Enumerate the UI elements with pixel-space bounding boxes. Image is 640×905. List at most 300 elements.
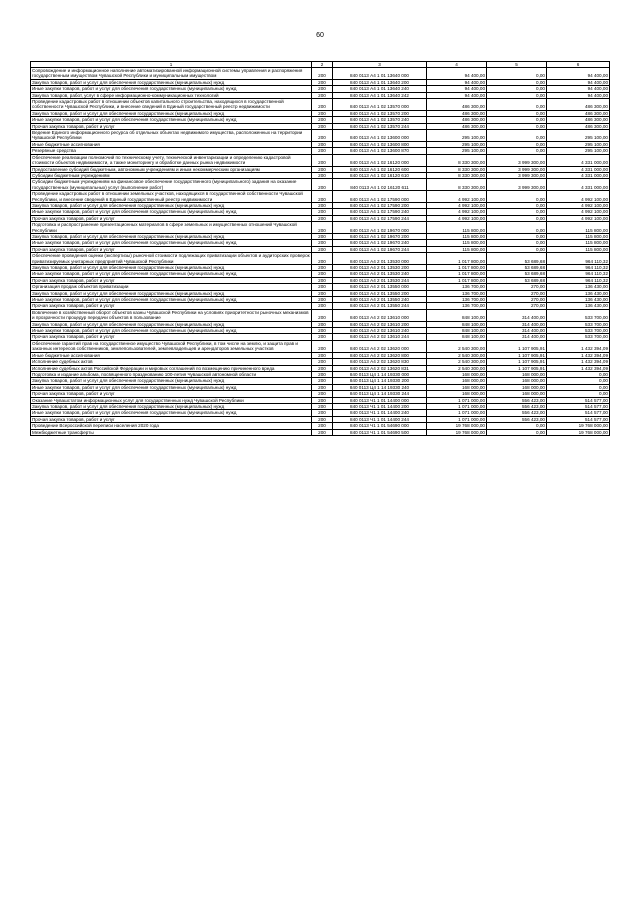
cell-ved: 200	[312, 154, 333, 166]
cell-code: 840 0113 Ц4 1 14 19330 200	[333, 378, 427, 384]
cell-c6: 94 400,00	[547, 79, 610, 85]
cell-c4: 168 000,00	[427, 391, 487, 397]
header-cell: 1	[31, 62, 312, 68]
cell-name: Иные закупки товаров, работ и услуг для обеспечения государственных (муниципальных) нужд	[31, 271, 312, 277]
cell-name: Иные закупки товаров, работ и услуг для обеспечения государственных (муниципальных) нужд	[31, 297, 312, 303]
cell-code: 840 0113 А4 1 02 19670 240	[333, 240, 427, 246]
cell-c5: 0,00	[487, 429, 547, 435]
cell-c5: 270,00	[487, 297, 547, 303]
table-row	[31, 253, 610, 265]
cell-c6: 4 992 100,00	[547, 191, 610, 203]
cell-ved: 200	[312, 352, 333, 358]
cell-name: Исполнение судебных актов Российской Федерации и мировых соглашений по возмещению причиненного вреда	[31, 365, 312, 371]
cell-code: 840 0113 А4 1 02 13570 244	[333, 123, 427, 129]
cell-c6: 486 300,00	[547, 110, 610, 116]
cell-c5: 556 423,00	[487, 416, 547, 422]
cell-c5: 3 999 300,00	[487, 154, 547, 166]
cell-c4: 848 100,00	[427, 328, 487, 334]
table-row	[31, 179, 610, 191]
cell-c5: 1 107 905,91	[487, 365, 547, 371]
table-row	[31, 166, 610, 172]
cell-code: 840 0113 А4 1 02 13570 000	[333, 99, 427, 111]
cell-c6: 964 110,32	[547, 271, 610, 277]
cell-c4: 8 330 300,00	[427, 179, 487, 191]
cell-name: Исполнение судебных актов	[31, 359, 312, 365]
cell-c5: 1 107 905,91	[487, 340, 547, 352]
cell-code: 840 0113 А4 1 02 16120 000	[333, 154, 427, 166]
cell-c6: 19 768 000,00	[547, 423, 610, 429]
cell-ved: 200	[312, 99, 333, 111]
cell-c4: 848 100,00	[427, 309, 487, 321]
cell-name: Иные закупки товаров, работ и услуг для обеспечения государственных (муниципальных) нужд	[31, 240, 312, 246]
cell-c6: 94 400,00	[547, 92, 610, 98]
cell-c4: 94 400,00	[427, 79, 487, 85]
cell-c5: 168 000,00	[487, 391, 547, 397]
cell-ved: 200	[312, 130, 333, 142]
table-row	[31, 371, 610, 377]
cell-name: Прочая закупка товаров, работ и услуг	[31, 215, 312, 221]
cell-ved: 200	[312, 240, 333, 246]
cell-ved: 200	[312, 429, 333, 435]
cell-code: 840 0113 А4 2 02 13620 800	[333, 352, 427, 358]
cell-c4: 2 540 300,00	[427, 340, 487, 352]
table-row	[31, 378, 610, 384]
cell-c6: 964 110,32	[547, 265, 610, 271]
cell-c5: 53 689,68	[487, 277, 547, 283]
table-row	[31, 321, 610, 327]
cell-code: 840 0113 Ч1 1 01 14400 000	[333, 397, 427, 403]
header-cell: 4	[427, 62, 487, 68]
cell-c5: 1 107 905,91	[487, 352, 547, 358]
header-cell: 2	[312, 62, 333, 68]
table-row	[31, 384, 610, 390]
cell-ved: 200	[312, 141, 333, 147]
cell-ved: 200	[312, 222, 333, 234]
cell-code: 840 0113 А4 2 01 13530 200	[333, 265, 427, 271]
cell-c4: 94 400,00	[427, 86, 487, 92]
cell-c6: 115 800,00	[547, 246, 610, 252]
cell-c5: 53 689,68	[487, 253, 547, 265]
page-number: 60	[316, 32, 324, 39]
cell-ved: 200	[312, 246, 333, 252]
cell-code: 840 0113 А4 2 02 13610 000	[333, 309, 427, 321]
cell-name: Иные закупки товаров, работ и услуг для обеспечения государственных (муниципальных) нужд	[31, 209, 312, 215]
cell-c5: 270,00	[487, 303, 547, 309]
table-row	[31, 68, 610, 80]
cell-name: Ведение Единого информационного ресурса об отдельных объектах недвижимого имущества, расположенных на территории Чувашской Республики	[31, 130, 312, 142]
cell-name: Закупка товаров, работ и услуг для обеспечения государственных (муниципальных) нужд	[31, 403, 312, 409]
cell-code: 840 0113 А4 2 01 13550 244	[333, 303, 427, 309]
cell-name: Межбюджетные трансферты	[31, 429, 312, 435]
table-row	[31, 309, 610, 321]
cell-c6: 136 430,00	[547, 297, 610, 303]
cell-name: Закупка товаров, работ и услуг для обеспечения государственных (муниципальных) нужд	[31, 265, 312, 271]
cell-ved: 200	[312, 365, 333, 371]
cell-name: Обеспечение гарантий прав на государственное имущество Чувашской Республики, в том числе на землю, и защита прав и законных интересов собственников, землепользователей, землевладельцев и арендаторов земельных участков	[31, 340, 312, 352]
cell-name: Обеспечение реализации полномочий по техническому учету, технической инвентаризации и определению кадастровой стоимости объектов недвижимости, а также мониторингу и обработке данных рынка недвижимости	[31, 154, 312, 166]
cell-c5: 3 999 300,00	[487, 166, 547, 172]
cell-ved: 200	[312, 68, 333, 80]
cell-c5: 53 689,68	[487, 271, 547, 277]
cell-name: Оказание Чувашстатом информационных услуг для государственных нужд Чувашской Республики	[31, 397, 312, 403]
cell-c6: 4 331 000,00	[547, 154, 610, 166]
cell-name: Проведение кадастровых работ в отношении земельных участков, находящихся в государственной собственности Чувашской Республики, и внесение сведений в Единый государственный реестр недвижимости	[31, 191, 312, 203]
cell-ved: 200	[312, 123, 333, 129]
cell-c6: 0,00	[547, 378, 610, 384]
cell-c6: 1 432 394,09	[547, 359, 610, 365]
cell-ved: 200	[312, 117, 333, 123]
cell-c5: 0,00	[487, 141, 547, 147]
cell-c4: 486 300,00	[427, 123, 487, 129]
cell-c5: 168 000,00	[487, 371, 547, 377]
cell-name: Иные закупки товаров, работ и услуг для обеспечения государственных (муниципальных) нужд	[31, 328, 312, 334]
cell-c5: 0,00	[487, 117, 547, 123]
cell-c4: 136 700,00	[427, 290, 487, 296]
cell-ved: 200	[312, 423, 333, 429]
cell-ved: 200	[312, 179, 333, 191]
cell-c5: 168 000,00	[487, 384, 547, 390]
cell-code: 840 0113 А4 2 01 13530 240	[333, 271, 427, 277]
cell-name: Закупка товаров, работ и услуг для обеспечения государственных (муниципальных) нужд	[31, 110, 312, 116]
cell-code: 840 0113 А4 1 02 16120 600	[333, 166, 427, 172]
cell-name: Закупка товаров, работ и услуг для обеспечения государственных (муниципальных) нужд	[31, 79, 312, 85]
table-row	[31, 99, 610, 111]
cell-name: Закупка товаров, работ и услуг для обеспечения государственных (муниципальных) нужд	[31, 321, 312, 327]
cell-c6: 94 400,00	[547, 68, 610, 80]
cell-code: 840 0113 А4 1 01 13640 240	[333, 86, 427, 92]
table-row	[31, 340, 610, 352]
cell-c4: 295 100,00	[427, 130, 487, 142]
cell-c6: 533 700,00	[547, 328, 610, 334]
cell-c5: 270,00	[487, 290, 547, 296]
cell-name: Иные закупки товаров, работ и услуг для обеспечения государственных (муниципальных) нужд	[31, 410, 312, 416]
cell-c4: 8 330 300,00	[427, 154, 487, 166]
cell-c5: 0,00	[487, 148, 547, 154]
cell-name: Иные бюджетные ассигнования	[31, 352, 312, 358]
cell-c4: 168 000,00	[427, 384, 487, 390]
cell-ved: 200	[312, 92, 333, 98]
table-row	[31, 429, 610, 435]
cell-name: Иные бюджетные ассигнования	[31, 141, 312, 147]
cell-c4: 8 330 300,00	[427, 166, 487, 172]
cell-c4: 8 330 300,00	[427, 172, 487, 178]
cell-name: Прочая закупка товаров, работ и услуг	[31, 303, 312, 309]
cell-c5: 0,00	[487, 202, 547, 208]
cell-code: 840 0113 А4 1 02 13600 870	[333, 148, 427, 154]
cell-name: Закупка товаров, работ и услуг для обеспечения государственных (муниципальных) нужд	[31, 378, 312, 384]
cell-name: Закупка товаров, работ и услуг для обеспечения государственных (муниципальных) нужд	[31, 233, 312, 239]
cell-c4: 1 017 800,00	[427, 277, 487, 283]
table-row	[31, 222, 610, 234]
cell-ved: 200	[312, 309, 333, 321]
cell-c4: 295 100,00	[427, 148, 487, 154]
cell-ved: 200	[312, 297, 333, 303]
cell-c6: 0,00	[547, 391, 610, 397]
cell-c6: 0,00	[547, 384, 610, 390]
cell-ved: 200	[312, 253, 333, 265]
cell-code: 840 0113 А4 1 02 13600 000	[333, 130, 427, 142]
table-row	[31, 191, 610, 203]
cell-code: 840 0113 А4 2 02 13620 831	[333, 365, 427, 371]
cell-c6: 295 100,00	[547, 130, 610, 142]
cell-code: 840 0113 А4 2 01 13550 000	[333, 284, 427, 290]
table-row	[31, 410, 610, 416]
cell-c6: 1 432 394,09	[547, 365, 610, 371]
cell-name: Подготовка и издание альбома, посвященного празднованию 100-летия Чувашской автономной области	[31, 371, 312, 377]
cell-ved: 200	[312, 191, 333, 203]
cell-c5: 0,00	[487, 79, 547, 85]
cell-c4: 2 540 300,00	[427, 359, 487, 365]
cell-c6: 295 100,00	[547, 141, 610, 147]
cell-code: 840 0113 Ц4 1 14 19330 000	[333, 371, 427, 377]
cell-c6: 964 110,32	[547, 277, 610, 283]
cell-code: 840 0113 Ц4 1 14 19330 240	[333, 384, 427, 390]
cell-c6: 514 577,00	[547, 410, 610, 416]
cell-name: Прочая закупка товаров, работ и услуг	[31, 416, 312, 422]
cell-ved: 200	[312, 321, 333, 327]
cell-c6: 533 700,00	[547, 321, 610, 327]
cell-code: 840 0113 А4 1 02 13570 200	[333, 110, 427, 116]
cell-code: 840 0113 А4 1 01 13640 242	[333, 92, 427, 98]
cell-ved: 200	[312, 290, 333, 296]
cell-c5: 556 423,00	[487, 397, 547, 403]
cell-code: 840 0113 А4 1 02 13600 800	[333, 141, 427, 147]
cell-name: Иные закупки товаров, работ и услуг для обеспечения государственных (муниципальных) нужд	[31, 117, 312, 123]
cell-c5: 0,00	[487, 123, 547, 129]
cell-ved: 200	[312, 110, 333, 116]
cell-c4: 4 992 100,00	[427, 202, 487, 208]
cell-c4: 168 000,00	[427, 371, 487, 377]
cell-code: 840 0113 А4 2 02 13620 830	[333, 359, 427, 365]
cell-c4: 168 000,00	[427, 378, 487, 384]
cell-code: 840 0113 А4 1 01 13640 200	[333, 79, 427, 85]
cell-code: 840 0113 А4 2 02 13610 244	[333, 334, 427, 340]
header-cell: 5	[487, 62, 547, 68]
cell-name: Организация продаж объектов приватизации	[31, 284, 312, 290]
cell-c5: 0,00	[487, 99, 547, 111]
cell-c5: 0,00	[487, 209, 547, 215]
cell-code: 840 0113 А4 1 02 19670 244	[333, 246, 427, 252]
cell-code: 840 0113 А4 2 01 13550 200	[333, 290, 427, 296]
cell-c5: 0,00	[487, 240, 547, 246]
cell-code: 840 0113 Ч1 1 01 14400 240	[333, 410, 427, 416]
cell-code: 840 0113 А4 2 01 13550 240	[333, 297, 427, 303]
cell-code: 840 0113 А4 1 02 13570 240	[333, 117, 427, 123]
cell-c5: 314 400,00	[487, 309, 547, 321]
cell-ved: 200	[312, 334, 333, 340]
cell-name: Подготовка и распространение презентационных материалов в сфере земельных и имущественных отношений Чувашской Республики	[31, 222, 312, 234]
cell-name: Закупка товаров, работ, услуг в сфере информационно-коммуникационных технологий	[31, 92, 312, 98]
cell-c6: 533 700,00	[547, 309, 610, 321]
cell-name: Проведение кадастровых работ в отношении объектов капитального строительства, находящихся в государственной собственности Чувашской Республики, и внесение сведений в Единый государственный реестр недвижимости	[31, 99, 312, 111]
cell-c6: 1 432 394,09	[547, 340, 610, 352]
cell-c6: 136 430,00	[547, 303, 610, 309]
cell-name: Проведение Всероссийской переписи населения 2020 года	[31, 423, 312, 429]
cell-c5: 0,00	[487, 191, 547, 203]
cell-c5: 556 423,00	[487, 403, 547, 409]
cell-code: 840 0113 А4 2 01 13530 000	[333, 253, 427, 265]
cell-c5: 3 999 300,00	[487, 179, 547, 191]
cell-code: 840 0113 А4 1 02 16120 610	[333, 172, 427, 178]
cell-c4: 486 300,00	[427, 117, 487, 123]
cell-c5: 53 689,68	[487, 265, 547, 271]
cell-c4: 1 017 800,00	[427, 265, 487, 271]
cell-c5: 314 400,00	[487, 328, 547, 334]
cell-name: Закупка товаров, работ и услуг для обеспечения государственных (муниципальных) нужд	[31, 290, 312, 296]
cell-c4: 1 017 800,00	[427, 271, 487, 277]
cell-c6: 514 577,00	[547, 416, 610, 422]
cell-c6: 19 768 000,00	[547, 429, 610, 435]
cell-name: Прочая закупка товаров, работ и услуг	[31, 391, 312, 397]
cell-c6: 514 577,00	[547, 397, 610, 403]
cell-c5: 0,00	[487, 233, 547, 239]
cell-ved: 200	[312, 378, 333, 384]
cell-c4: 486 300,00	[427, 110, 487, 116]
cell-c5: 0,00	[487, 110, 547, 116]
cell-c4: 19 768 000,00	[427, 429, 487, 435]
header-cell: 6	[547, 62, 610, 68]
cell-c6: 4 992 100,00	[547, 209, 610, 215]
cell-c4: 1 071 000,00	[427, 410, 487, 416]
cell-c6: 136 430,00	[547, 284, 610, 290]
cell-ved: 200	[312, 148, 333, 154]
table-row	[31, 397, 610, 403]
cell-ved: 200	[312, 86, 333, 92]
cell-code: 840 0113 А4 1 02 19670 000	[333, 222, 427, 234]
cell-c5: 0,00	[487, 215, 547, 221]
cell-code: 840 0113 А4 2 01 13530 244	[333, 277, 427, 283]
cell-name: Прочая закупка товаров, работ и услуг	[31, 123, 312, 129]
cell-name: Закупка товаров, работ и услуг для обеспечения государственных (муниципальных) нужд	[31, 202, 312, 208]
cell-c5: 0,00	[487, 86, 547, 92]
cell-c6: 1 432 394,09	[547, 352, 610, 358]
cell-c5: 0,00	[487, 68, 547, 80]
cell-ved: 200	[312, 277, 333, 283]
budget-table	[30, 61, 610, 436]
table-row	[31, 130, 610, 142]
cell-c4: 4 992 100,00	[427, 209, 487, 215]
cell-name: Прочая закупка товаров, работ и услуг	[31, 277, 312, 283]
cell-code: 840 0113 А4 1 02 17590 200	[333, 202, 427, 208]
cell-c4: 19 768 000,00	[427, 423, 487, 429]
cell-c4: 848 100,00	[427, 334, 487, 340]
cell-c5: 0,00	[487, 423, 547, 429]
cell-code: 840 0113 А4 1 02 19670 200	[333, 233, 427, 239]
cell-ved: 200	[312, 79, 333, 85]
cell-code: 840 0113 А4 1 02 16120 611	[333, 179, 427, 191]
cell-c4: 1 071 000,00	[427, 416, 487, 422]
cell-ved: 200	[312, 284, 333, 290]
cell-ved: 200	[312, 391, 333, 397]
cell-name: Резервные средства	[31, 148, 312, 154]
cell-c4: 136 700,00	[427, 284, 487, 290]
cell-c6: 4 331 000,00	[547, 166, 610, 172]
cell-c4: 2 540 300,00	[427, 365, 487, 371]
cell-name: Прочая закупка товаров, работ и услуг	[31, 334, 312, 340]
cell-c6: 4 992 100,00	[547, 215, 610, 221]
cell-code: 840 0113 А4 1 02 17590 000	[333, 191, 427, 203]
cell-c6: 4 331 000,00	[547, 172, 610, 178]
cell-c5: 1 107 905,91	[487, 359, 547, 365]
cell-ved: 200	[312, 172, 333, 178]
cell-name: Обеспечение проведения оценки (экспертизы) рыночной стоимости подлежащих приватизации объектов и аудиторских проверок приватизируемых унитарных предприятий Чувашской Республики	[32, 253, 310, 264]
cell-c5: 0,00	[487, 130, 547, 142]
cell-ved: 200	[312, 303, 333, 309]
cell-c5: 270,00	[487, 284, 547, 290]
cell-name: Вовлечение в хозяйственный оборот объектов казны Чувашской Республики на условиях приоритетности рыночных механизмов и прозрачности процедур передачи объектов в пользование	[31, 309, 312, 321]
cell-code: 840 0113 А4 2 02 13610 200	[333, 321, 427, 327]
cell-c4: 115 800,00	[427, 222, 487, 234]
cell-c6: 486 300,00	[547, 123, 610, 129]
cell-ved: 200	[312, 265, 333, 271]
cell-c4: 136 700,00	[427, 297, 487, 303]
cell-ved: 200	[312, 271, 333, 277]
cell-ved: 200	[312, 215, 333, 221]
cell-ved: 200	[312, 166, 333, 172]
cell-c4: 1 017 800,00	[427, 253, 487, 265]
cell-ved: 200	[312, 340, 333, 352]
cell-name: Предоставление субсидий бюджетным, автономным учреждениям и иным некоммерческим организациям	[31, 166, 312, 172]
cell-c4: 1 071 000,00	[427, 397, 487, 403]
cell-ved: 200	[312, 384, 333, 390]
cell-c4: 136 700,00	[427, 303, 487, 309]
table-row	[31, 403, 610, 409]
cell-code: 840 0113 Ч1 1 01 54690 500	[333, 429, 427, 435]
cell-ved: 200	[312, 233, 333, 239]
cell-c4: 94 400,00	[427, 92, 487, 98]
cell-c5: 314 400,00	[487, 334, 547, 340]
cell-name: Иные закупки товаров, работ и услуг для обеспечения государственных (муниципальных) нужд	[31, 384, 312, 390]
cell-c6: 486 300,00	[547, 117, 610, 123]
cell-c4: 2 540 300,00	[427, 352, 487, 358]
cell-name: Сопровождение и информационное наполнение автоматизированной информационной системы управления и распоряжения государственным имуществом Чувашской Республики и муниципальным имуществом	[31, 68, 312, 80]
cell-code: 840 0113 А4 2 02 13620 000	[333, 340, 427, 352]
cell-c6: 115 800,00	[547, 222, 610, 234]
cell-c4: 115 800,00	[427, 240, 487, 246]
cell-c4: 94 400,00	[427, 68, 487, 80]
cell-c4: 486 300,00	[427, 99, 487, 111]
cell-c4: 848 100,00	[427, 321, 487, 327]
cell-c6: 94 400,00	[547, 86, 610, 92]
cell-c5: 314 400,00	[487, 321, 547, 327]
cell-code: 840 0113 Ч1 1 01 54690 000	[333, 423, 427, 429]
header-cell: 3	[333, 62, 427, 68]
cell-c6: 295 100,00	[547, 148, 610, 154]
cell-code: 840 0113 А4 2 02 13610 240	[333, 328, 427, 334]
cell-ved: 200	[312, 202, 333, 208]
cell-c6: 115 800,00	[547, 240, 610, 246]
cell-name: Иные закупки товаров, работ и услуг для обеспечения государственных (муниципальных) нужд	[31, 86, 312, 92]
cell-ved: 200	[312, 403, 333, 409]
cell-c5: 0,00	[487, 246, 547, 252]
cell-c4: 1 071 000,00	[427, 403, 487, 409]
cell-c4: 295 100,00	[427, 141, 487, 147]
cell-name: Субсидии бюджетным учреждениям	[31, 172, 312, 178]
cell-ved: 200	[312, 209, 333, 215]
cell-c6: 486 300,00	[547, 99, 610, 111]
cell-c6: 4 331 000,00	[547, 179, 610, 191]
cell-code: 840 0113 А4 1 02 17590 244	[333, 215, 427, 221]
cell-c4: 4 992 100,00	[427, 215, 487, 221]
cell-c4: 115 800,00	[427, 233, 487, 239]
cell-c5: 556 423,00	[487, 410, 547, 416]
cell-code: 840 0113 А4 1 02 17590 240	[333, 209, 427, 215]
cell-c4: 115 800,00	[427, 246, 487, 252]
cell-c5: 0,00	[487, 222, 547, 234]
cell-c5: 168 000,00	[487, 378, 547, 384]
cell-name: Прочая закупка товаров, работ и услуг	[31, 246, 312, 252]
cell-c6: 514 577,00	[547, 403, 610, 409]
